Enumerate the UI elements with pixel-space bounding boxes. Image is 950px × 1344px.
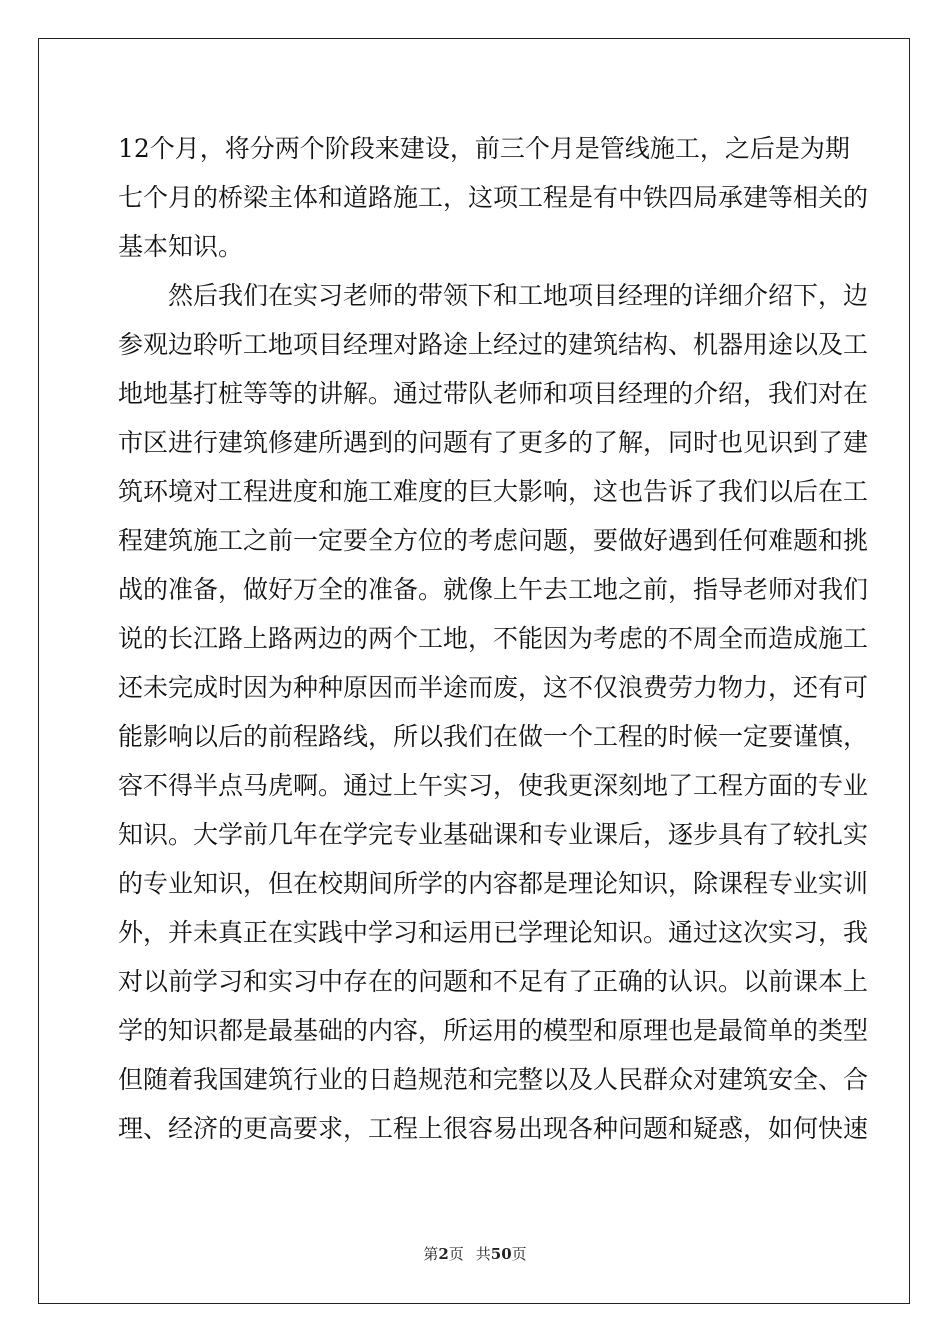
text-line: 对以前学习和实习中存在的问题和不足有了正确的认识。以前课本上 <box>118 967 869 996</box>
total-suffix: 页 <box>511 1245 527 1263</box>
text-line: 基本知识。 <box>118 232 244 261</box>
text-line: 还未完成时因为种种原因而半途而废，这不仅浪费劳力物力，还有可 <box>118 673 869 702</box>
page-footer <box>0 1243 950 1264</box>
page-number: 2 <box>438 1245 449 1263</box>
page-prefix: 第 <box>423 1245 439 1263</box>
text-line: 能影响以后的前程路线，所以我们在做一个工程的时候一定要谨慎， <box>118 722 869 751</box>
paragraph-first-line: 然后我们在实习老师的带领下和工地项目经理的详细介绍下，边 <box>168 281 869 310</box>
total-prefix: 共 <box>475 1245 491 1263</box>
text-line: 战的准备，做好万全的准备。就像上午去工地之前，指导老师对我们 <box>118 575 869 604</box>
text-line: 学的知识都是最基础的内容，所运用的模型和原理也是最简单的类型 <box>118 1016 869 1045</box>
text-line: 的专业知识，但在校期间所学的内容都是理论知识，除课程专业实训 <box>118 869 869 898</box>
text-line: 知识。大学前几年在学完专业基础课和专业课后，逐步具有了较扎实 <box>118 820 869 849</box>
text-line: 筑环境对工程进度和施工难度的巨大影响，这也告诉了我们以后在工 <box>118 477 869 506</box>
total-pages: 50 <box>490 1245 512 1263</box>
text-line: 理、经济的更高要求，工程上很容易出现各种问题和疑惑，如何快速 <box>118 1114 869 1143</box>
page-suffix: 页 <box>448 1245 464 1263</box>
text-line: 程建筑施工之前一定要全方位的考虑问题，要做好遇到任何难题和挑 <box>118 526 869 555</box>
text-line: 外，并未真正在实践中学习和运用已学理论知识。通过这次实习，我 <box>118 918 869 947</box>
text-line: 容不得半点马虎啊。通过上午实习，使我更深刻地了工程方面的专业 <box>118 771 869 800</box>
text-line: 地地基打桩等等的讲解。通过带队老师和项目经理的介绍，我们对在 <box>118 379 869 408</box>
text-line: 七个月的桥梁主体和道路施工，这项工程是有中铁四局承建等相关的 <box>118 183 869 212</box>
text-line: 参观边聆听工地项目经理对路途上经过的建筑结构、机器用途以及工 <box>118 330 869 359</box>
text-line: 说的长江路上路两边的两个工地，不能因为考虑的不周全而造成施工 <box>118 624 869 653</box>
text-line: 但随着我国建筑行业的日趋规范和完整以及人民群众对建筑安全、合 <box>118 1065 869 1094</box>
text-line: 市区进行建筑修建所遇到的问题有了更多的了解，同时也见识到了建 <box>118 428 869 457</box>
text-line: 12个月，将分两个阶段来建设，前三个月是管线施工，之后是为期 <box>118 134 850 163</box>
